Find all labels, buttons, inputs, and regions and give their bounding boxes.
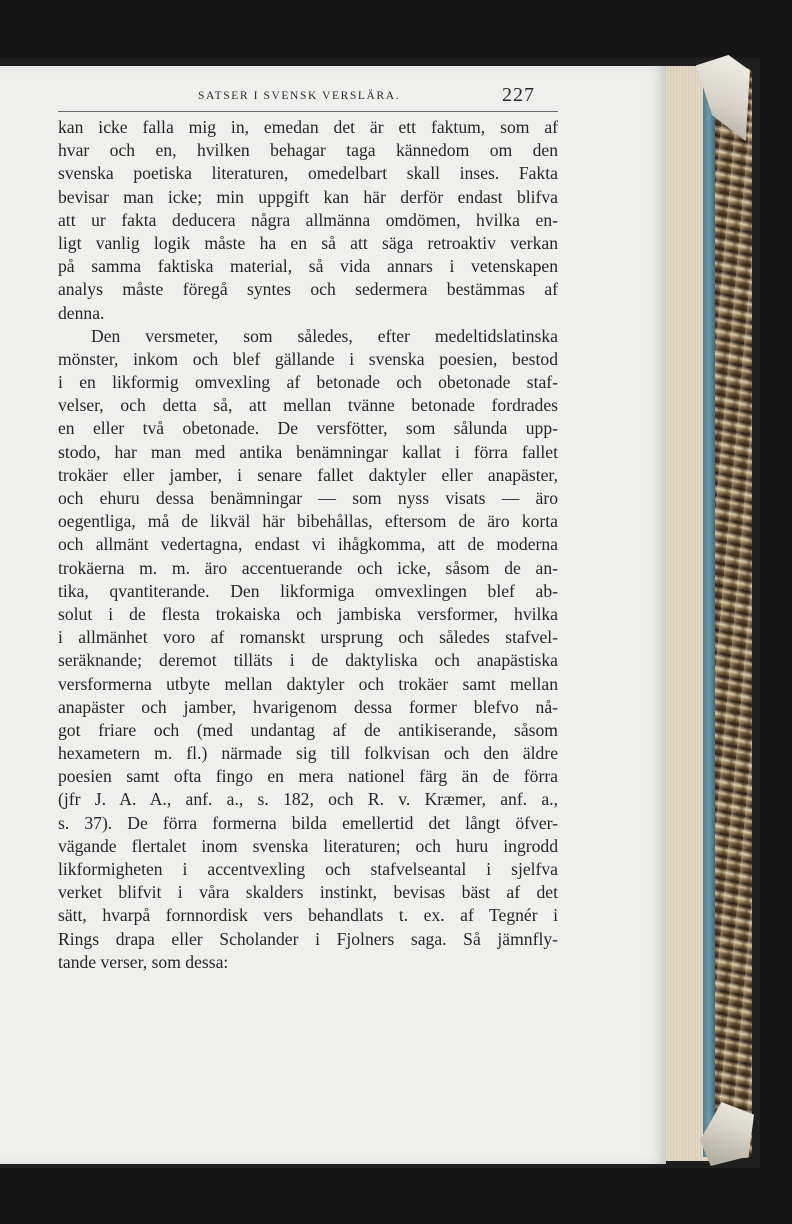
text-line: seräknande; deremot tilläts i de daktyliska och anapästiska — [58, 650, 558, 671]
marbled-book-edge — [712, 68, 752, 1158]
text-line: likformigheten i accentvexling och stafvelseantal i sjelfva — [58, 859, 558, 879]
header-rule — [58, 111, 558, 112]
text-line: Den versmeter, som således, efter medeltidslatinska — [91, 325, 558, 346]
text-line: mönster, inkom och blef gällande i svenska poesien, bestod — [58, 348, 558, 369]
text-line: velser, och detta så, att mellan tvänne betonade fordrades — [58, 395, 558, 416]
text-line: och allmänt vedertagna, endast vi ihågkomma, att de moderna — [58, 534, 558, 555]
text-line: kan icke falla mig in, emedan det är ett faktum, som af — [58, 117, 558, 137]
text-line: hexametern m. fl.) närmade sig till folkvisan och den äldre — [58, 743, 558, 764]
text-line: stodo, har man med antika benämningar kallat i förra fallet — [58, 441, 558, 462]
text-line: bevisar man icke; min uppgift kan här derför endast blifva — [58, 186, 558, 207]
text-line: Rings drapa eller Scholander i Fjolners saga. Så jämnfly- — [58, 928, 558, 949]
text-line: trokäer eller jamber, i senare fallet daktyler eller anapäster, — [58, 464, 558, 485]
text-line: tika, qvantiterande. Den likformiga omvexlingen blef ab- — [58, 580, 558, 601]
text-line: poesien samt ofta fingo en mera nationel färg än de förra — [58, 766, 558, 787]
text-line: och ehuru dessa benämningar — som nyss visats — äro — [58, 488, 558, 508]
text-line: s. 37). De förra formerna bilda emellertid det långt öfver- — [58, 812, 558, 833]
cover-binding-strip — [703, 72, 715, 1157]
text-line: trokäerna m. m. äro accentuerande och icke, såsom de an- — [58, 557, 558, 578]
text-line: en eller två obetonade. De versfötter, som sålunda upp- — [58, 418, 558, 439]
text-line: tande verser, som dessa: — [58, 951, 229, 972]
body-text — [58, 116, 558, 974]
text-line: ligt vanlig logik måste ha en så att säga retroaktiv verkan — [58, 232, 558, 253]
text-line: på samma faktiska material, så vida annars i vetenskapen — [58, 256, 558, 277]
running-head: SATSER I SVENSK VERSLÄRA. — [198, 90, 401, 102]
text-line: sätt, hvarpå fornnordisk vers behandlats t. ex. af Tegnér i — [58, 905, 558, 926]
text-line: solut i de flesta trokaiska och jambiska versformer, hvilka — [58, 603, 558, 624]
text-line: i allmänhet voro af romanskt ursprung och således stafvel- — [58, 627, 558, 648]
text-line: verket blifvit i våra skalders instinkt, bevisas bäst af det — [58, 882, 558, 903]
text-line: analys måste föregå syntes och sedermera bestämmas af — [58, 279, 558, 300]
text-line: got friare och (med undantag af de antikiserande, såsom — [58, 719, 558, 740]
text-line: oegentliga, må de likväl här bibehållas, eftersom de äro korta — [58, 511, 558, 532]
text-line: att ur fakta deducera några allmänna omdömen, hvilka en- — [58, 209, 558, 230]
text-line: svenska poetiska literaturen, omedelbart skall inses. Fakta — [58, 163, 558, 184]
text-line: hvar och en, hvilken behagar taga kännedom om den — [58, 140, 558, 161]
text-line: vägande flertalet inom svenska literaturen; och huru ingrodd — [58, 835, 558, 856]
text-line: i en likformig omvexling af betonade och obetonade staf- — [58, 372, 558, 393]
text-line: denna. — [58, 302, 105, 323]
text-line: anapäster och jamber, hvarigenom dessa former blefvo nå- — [58, 696, 558, 717]
text-line: versformerna utbyte mellan daktyler och trokäer samt mellan — [58, 673, 558, 694]
text-line: (jfr J. A. A., anf. a., s. 182, och R. v. Kræmer, anf. a., — [58, 789, 558, 810]
page-number: 227 — [502, 84, 535, 106]
